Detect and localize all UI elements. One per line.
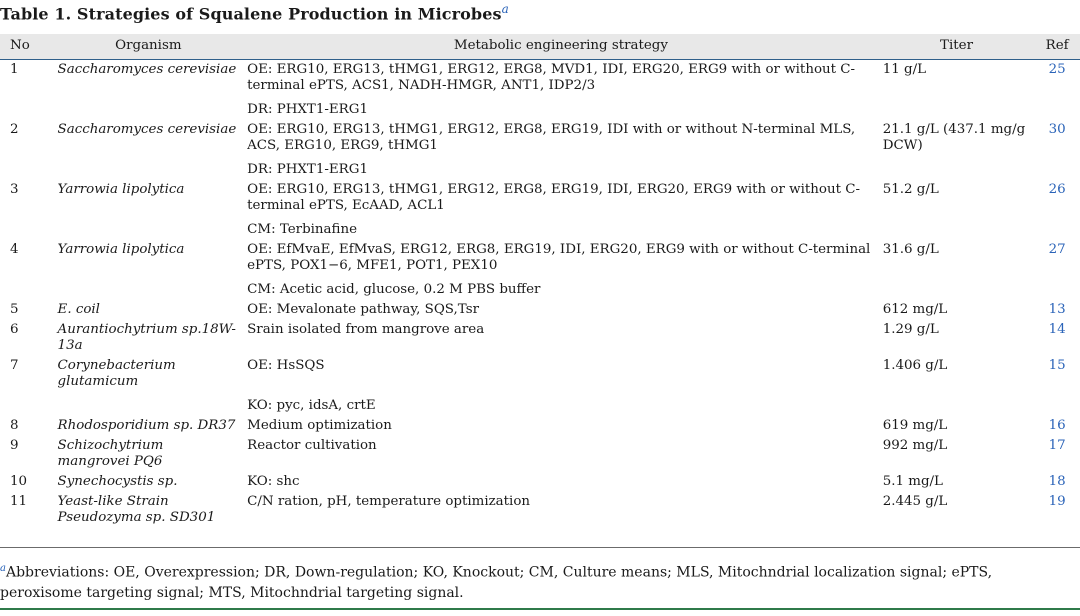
cell-ref[interactable]: 17 bbox=[1048, 438, 1066, 453]
header-no: No bbox=[0, 34, 54, 60]
cell-organism: Yarrowia lipolytica bbox=[57, 242, 185, 257]
cell-organism: Aurantiochytrium sp.18W-13a bbox=[57, 322, 236, 353]
table-subrow bbox=[0, 156, 1080, 180]
cell-titer: 1.406 g/L bbox=[882, 358, 948, 373]
caption-footnote-marker[interactable]: a bbox=[501, 2, 509, 16]
cell-titer: 51.2 g/L bbox=[882, 182, 939, 197]
empty-cell bbox=[0, 276, 54, 300]
cell-titer: 5.1 mg/L bbox=[882, 474, 943, 489]
cell-no: 6 bbox=[10, 322, 19, 337]
cell-ref[interactable]: 13 bbox=[1048, 302, 1066, 317]
cell-no: 5 bbox=[10, 302, 19, 317]
cell-no: 8 bbox=[10, 418, 19, 433]
cell-ref[interactable]: 19 bbox=[1048, 494, 1066, 509]
cell-ref[interactable]: 18 bbox=[1048, 474, 1066, 489]
cell-strategy: OE: HsSQS bbox=[247, 358, 325, 373]
cell-strategy: Srain isolated from mangrove area bbox=[247, 322, 485, 337]
caption-text: Table 1. Strategies of Squalene Production in Microbes bbox=[0, 4, 502, 24]
table-row bbox=[0, 240, 1080, 276]
cell-ref[interactable]: 14 bbox=[1048, 322, 1066, 337]
cell-no: 4 bbox=[10, 242, 19, 257]
cell-titer: 619 mg/L bbox=[882, 418, 948, 433]
cell-strategy: KO: shc bbox=[247, 474, 300, 489]
cell-organism: Yeast-like Strain Pseudozyma sp. SD301 bbox=[57, 494, 216, 525]
table-subrow bbox=[0, 96, 1080, 120]
table-row bbox=[0, 492, 1080, 528]
empty-cell bbox=[54, 392, 244, 416]
cell-strategy: OE: ERG10, ERG13, tHMG1, ERG12, ERG8, MVD1, IDI, ERG20, ERG9 with or without C-terminal ePTS, ACS1, NADH-HMGR, ANT1, IDP2/3 bbox=[247, 62, 856, 93]
empty-cell bbox=[0, 156, 54, 180]
table-footnote bbox=[0, 559, 1076, 603]
page-bottom-rule bbox=[0, 608, 1080, 610]
header-organism: Organism bbox=[54, 34, 244, 60]
cell-strategy: OE: ERG10, ERG13, tHMG1, ERG12, ERG8, ERG19, IDI with or without N-terminal MLS, ACS, ERG10, ERG9, tHMG1 bbox=[247, 122, 856, 153]
table-subrow bbox=[0, 216, 1080, 240]
empty-cell bbox=[879, 392, 1035, 416]
cell-titer: 31.6 g/L bbox=[882, 242, 939, 257]
cell-titer: 11 g/L bbox=[882, 62, 926, 77]
empty-cell bbox=[879, 276, 1035, 300]
empty-cell bbox=[1034, 276, 1080, 300]
table-bottom-rule bbox=[0, 547, 1080, 548]
table-subrow bbox=[0, 276, 1080, 300]
cell-titer: 1.29 g/L bbox=[882, 322, 939, 337]
cell-titer: 992 mg/L bbox=[882, 438, 948, 453]
cell-no: 10 bbox=[10, 474, 28, 489]
cell-titer: 612 mg/L bbox=[882, 302, 948, 317]
cell-strategy: Medium optimization bbox=[247, 418, 392, 433]
cell-strategy-extra: CM: Terbinafine bbox=[247, 222, 358, 237]
table-row bbox=[0, 320, 1080, 356]
table-row bbox=[0, 356, 1080, 392]
cell-no: 2 bbox=[10, 122, 19, 137]
cell-ref[interactable]: 25 bbox=[1048, 62, 1066, 77]
empty-cell bbox=[0, 216, 54, 240]
cell-strategy-extra: DR: PHXT1-ERG1 bbox=[247, 102, 368, 117]
table-row bbox=[0, 300, 1080, 320]
table-row bbox=[0, 436, 1080, 472]
table-row bbox=[0, 120, 1080, 156]
cell-no: 11 bbox=[10, 494, 28, 509]
table-body bbox=[0, 60, 1080, 529]
cell-strategy-extra: KO: pyc, idsA, crtE bbox=[247, 398, 376, 413]
table-row bbox=[0, 472, 1080, 492]
empty-cell bbox=[0, 96, 54, 120]
empty-cell bbox=[879, 216, 1035, 240]
cell-ref[interactable]: 27 bbox=[1048, 242, 1066, 257]
footnote-text: Abbreviations: OE, Overexpression; DR, Down-regulation; KO, Knockout; CM, Culture means; MLS, Mitochndrial localization signal; ePTS, peroxisome targeting signal; MTS, Mitochndrial targeting signal. bbox=[0, 564, 993, 601]
table-subrow bbox=[0, 392, 1080, 416]
cell-strategy-extra: DR: PHXT1-ERG1 bbox=[247, 162, 368, 177]
strategies-table bbox=[0, 34, 1080, 528]
empty-cell bbox=[1034, 392, 1080, 416]
table-header-row bbox=[0, 34, 1080, 60]
cell-strategy: OE: Mevalonate pathway, SQS,Tsr bbox=[247, 302, 479, 317]
footnote-marker: a bbox=[0, 563, 6, 574]
cell-no: 3 bbox=[10, 182, 19, 197]
cell-no: 1 bbox=[10, 62, 19, 77]
empty-cell bbox=[879, 96, 1035, 120]
empty-cell bbox=[1034, 96, 1080, 120]
cell-ref[interactable]: 16 bbox=[1048, 418, 1066, 433]
cell-organism: Schizochytrium mangrovei PQ6 bbox=[57, 438, 164, 469]
header-ref: Ref bbox=[1034, 34, 1080, 60]
cell-strategy-extra: CM: Acetic acid, glucose, 0.2 M PBS buffer bbox=[247, 282, 541, 297]
empty-cell bbox=[0, 392, 54, 416]
empty-cell bbox=[54, 156, 244, 180]
cell-organism: Saccharomyces cerevisiae bbox=[57, 62, 237, 77]
empty-cell bbox=[54, 276, 244, 300]
cell-strategy: OE: EfMvaE, EfMvaS, ERG12, ERG8, ERG19, IDI, ERG20, ERG9 with or without C-terminal ePTS, POX1−6, MFE1, POT1, PEX10 bbox=[247, 242, 871, 273]
cell-organism: Saccharomyces cerevisiae bbox=[57, 122, 237, 137]
table-row bbox=[0, 60, 1080, 97]
empty-cell bbox=[1034, 216, 1080, 240]
cell-organism: Yarrowia lipolytica bbox=[57, 182, 185, 197]
cell-ref[interactable]: 30 bbox=[1048, 122, 1066, 137]
cell-organism: Rhodosporidium sp. DR37 bbox=[57, 418, 236, 433]
cell-strategy: C/N ration, pH, temperature optimization bbox=[247, 494, 531, 509]
cell-ref[interactable]: 26 bbox=[1048, 182, 1066, 197]
cell-ref[interactable]: 15 bbox=[1048, 358, 1066, 373]
cell-strategy: OE: ERG10, ERG13, tHMG1, ERG12, ERG8, ERG19, IDI, ERG20, ERG9 with or without C-terminal ePTS, EcAAD, ACL1 bbox=[247, 182, 860, 213]
empty-cell bbox=[879, 156, 1035, 180]
cell-no: 7 bbox=[10, 358, 19, 373]
header-titer: Titer bbox=[879, 34, 1035, 60]
cell-strategy: Reactor cultivation bbox=[247, 438, 377, 453]
table-row bbox=[0, 416, 1080, 436]
empty-cell bbox=[54, 96, 244, 120]
cell-titer: 21.1 g/L (437.1 mg/g DCW) bbox=[882, 122, 1026, 153]
cell-titer: 2.445 g/L bbox=[882, 494, 948, 509]
cell-organism: E. coil bbox=[57, 302, 100, 317]
header-strategy: Metabolic engineering strategy bbox=[243, 34, 879, 60]
cell-organism: Synechocystis sp. bbox=[57, 474, 178, 489]
cell-organism: Corynebacterium glutamicum bbox=[57, 358, 176, 389]
empty-cell bbox=[54, 216, 244, 240]
empty-cell bbox=[1034, 156, 1080, 180]
table-caption bbox=[0, 2, 509, 23]
cell-no: 9 bbox=[10, 438, 19, 453]
table-row bbox=[0, 180, 1080, 216]
